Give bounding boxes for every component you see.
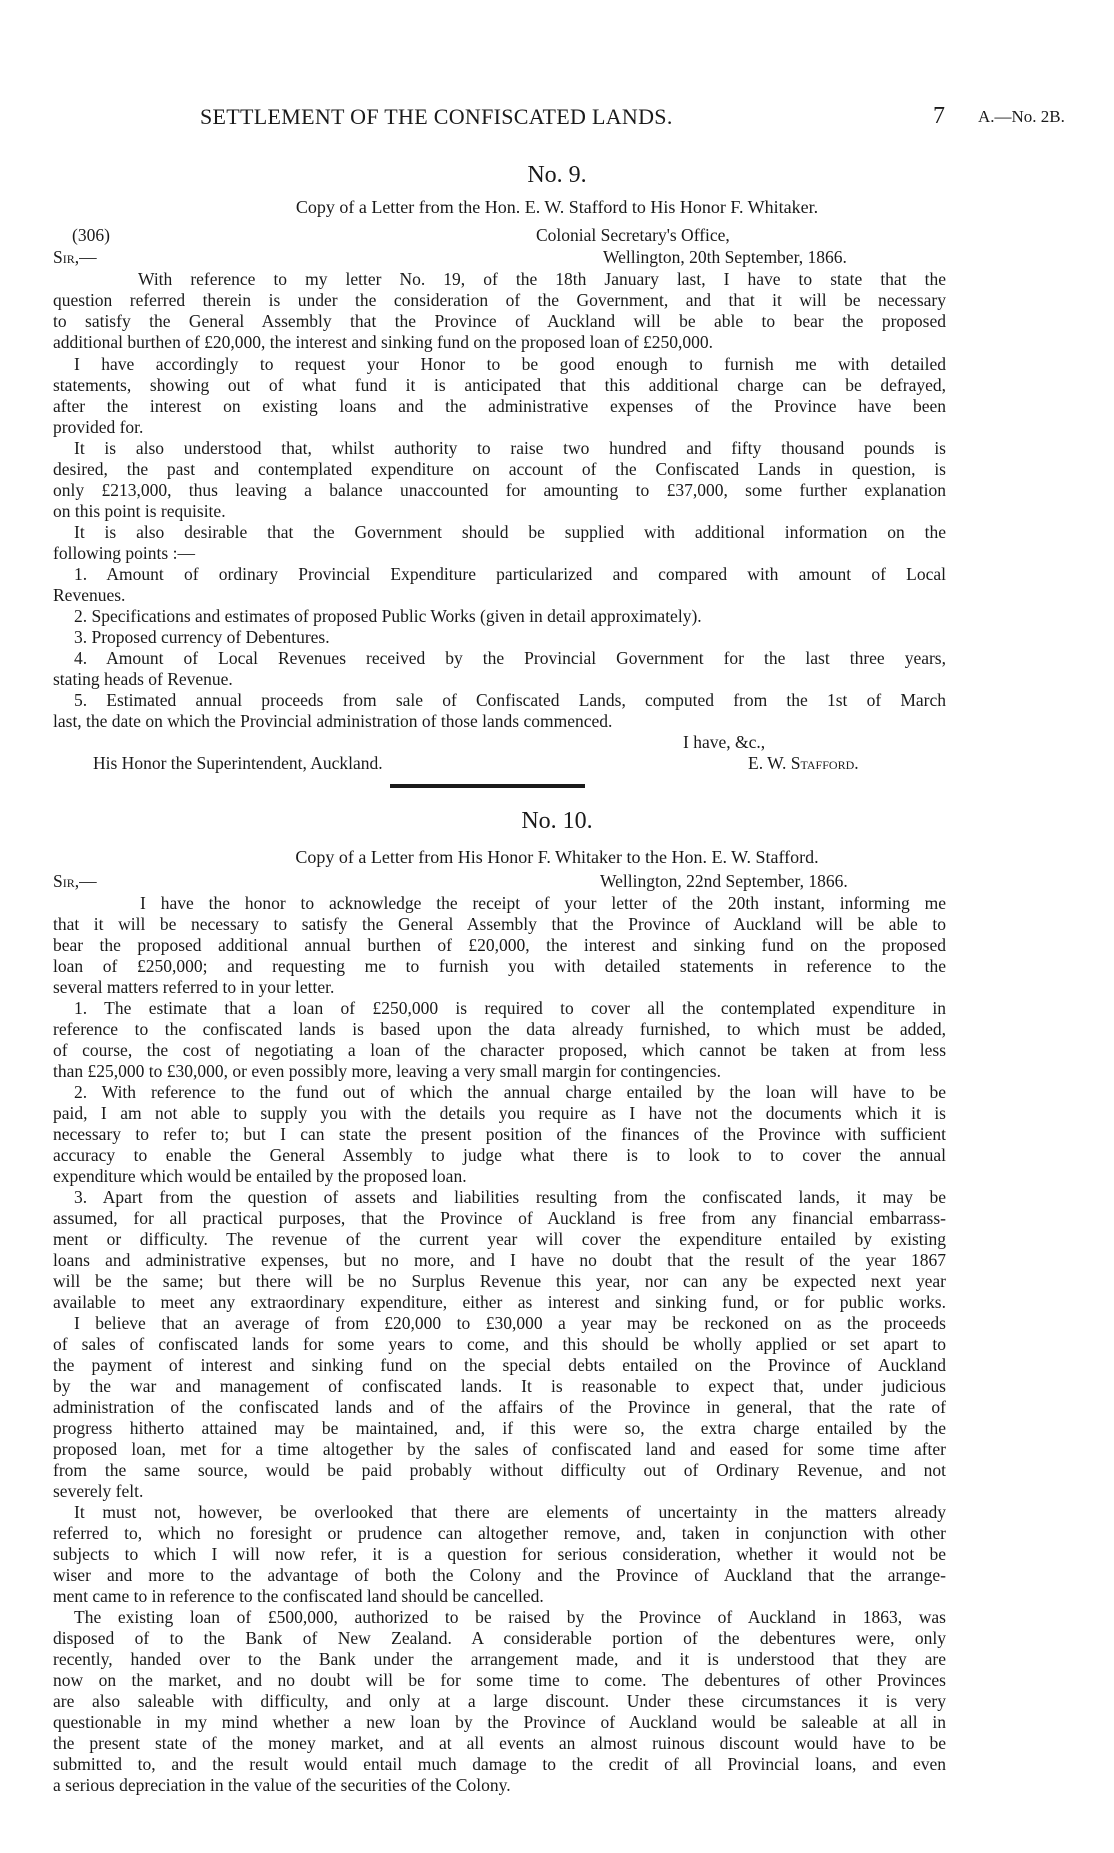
letter-10-line: ment or difficulty. The revenue of the current year will cover the expenditure entailed by existing [53, 1229, 946, 1249]
letter-9-line: to satisfy the General Assembly that the Province of Auckland will be able to bear the proposed [53, 311, 946, 331]
letter-9-line: 2. Specifications and estimates of proposed Public Works (given in detail approximately). [74, 606, 702, 626]
letter-10-line: subjects to which I will now refer, it is a question for serious consideration, whether it would not be [53, 1544, 946, 1564]
letter-10-line: expenditure which would be entailed by the proposed loan. [53, 1166, 467, 1186]
letter-10-line: ment came to in reference to the confiscated land should be cancelled. [53, 1586, 544, 1606]
letter-9-line: question referred therein is under the consideration of the Government, and that it will be necessary [53, 290, 946, 310]
letter-9-line: last, the date on which the Provincial administration of those lands commenced. [53, 711, 613, 731]
letter-10-caption: Copy of a Letter from His Honor F. Whitaker to the Hon. E. W. Stafford. [295, 847, 819, 867]
letter-10-line: are also saleable with difficulty, and only at a large discount. Under these circumstances it is very [53, 1691, 946, 1711]
letter-10-line: assumed, for all practical purposes, that the Province of Auckland is free from any financial embarrass- [53, 1208, 946, 1228]
letter-10-line: 2. With reference to the fund out of which the annual charge entailed by the loan will have to be [74, 1082, 946, 1102]
letter-9-line: 4. Amount of Local Revenues received by the Provincial Government for the last three years, [74, 648, 946, 668]
letter-9-line: Revenues. [53, 585, 126, 605]
letter-9-line: provided for. [53, 417, 144, 437]
letter-9-line: additional burthen of £20,000, the interest and sinking fund on the proposed loan of £250,000. [53, 332, 714, 352]
letter-10-line: submitted to, and the result would entail much damage to the credit of all Provincial loans, and even [53, 1754, 946, 1774]
letter-10-line: the present state of the money market, and at all events an almost ruinous discount would have to be [53, 1733, 946, 1753]
running-header [0, 104, 1114, 134]
letter-9-line: It is also understood that, whilst authority to raise two hundred and fifty thousand pounds is [74, 438, 946, 458]
letter-10-line: necessary to refer to; but I can state the present position of the finances of the Province with sufficient [53, 1124, 946, 1144]
letter-9-line: statements, showing out of what fund it is anticipated that this additional charge can be defrayed, [53, 375, 946, 395]
section-divider [390, 784, 585, 788]
letter-10-line: of course, the cost of negotiating a loan of the character proposed, which cannot be taken at from less [53, 1040, 946, 1060]
letter-10-line: questionable in my mind whether a new loan by the Province of Auckland would be saleable at all in [53, 1712, 946, 1732]
letter-10-line: bear the proposed additional annual burthen of £20,000, the interest and sinking fund on the proposed [53, 935, 946, 955]
letter-10-line: accuracy to enable the General Assembly to judge what there is to look to to cover the annual [53, 1145, 946, 1165]
letter-9-office: Colonial Secretary's Office, [536, 225, 730, 245]
running-title: SETTLEMENT OF THE CONFISCATED LANDS. [200, 104, 673, 129]
letter-10-line: It must not, however, be overlooked that there are elements of uncertainty in the matters already [74, 1502, 946, 1522]
letter-9-line: following points :— [53, 543, 195, 563]
letter-10-line: by the war and management of confiscated lands. It is reasonable to expect that, under judicious [53, 1376, 946, 1396]
letter-10-line: severely felt. [53, 1481, 144, 1501]
letter-9-closing: I have, &c., [683, 732, 766, 752]
letter-10-line: a serious depreciation in the value of the securities of the Colony. [53, 1775, 511, 1795]
letter-9-line: I have accordingly to request your Honor to be good enough to furnish me with detailed [74, 354, 946, 374]
letter-10-line: of sales of confiscated lands for some years to come, and this should be wholly applied or set apart to [53, 1334, 946, 1354]
letter-10-line: I have the honor to acknowledge the receipt of your letter of the 20th instant, informing me [140, 893, 946, 913]
letter-9-caption: Copy of a Letter from the Hon. E. W. Stafford to His Honor F. Whitaker. [295, 197, 819, 217]
letter-9-line: after the interest on existing loans and the administrative expenses of the Province have been [53, 396, 946, 416]
letter-9-serial: (306) [72, 225, 110, 245]
letter-10-line: The existing loan of £500,000, authorized to be raised by the Province of Auckland in 1863, was [74, 1607, 946, 1627]
letter-10-line: paid, I am not able to supply you with the details you require as I have not the documents which it is [53, 1103, 946, 1123]
letter-10-line: recently, handed over to the Bank under the arrangement made, and it is understood that they are [53, 1649, 946, 1669]
letter-10-line: now on the market, and no doubt will be for some time to come. The debentures of other Provinces [53, 1670, 946, 1690]
letter-10-line: than £25,000 to £30,000, or even possibly more, leaving a very small margin for contingencies. [53, 1061, 721, 1081]
letter-10-line: loan of £250,000; and requesting me to furnish you with detailed statements in reference to the [53, 956, 946, 976]
letter-10-line: available to meet any extraordinary expenditure, either as interest and sinking fund, or for public works. [53, 1292, 946, 1312]
letter-9-salutation: Sir,— [53, 247, 97, 267]
letter-10-line: proposed loan, met for a time altogether by the sales of confiscated land and eased for some time after [53, 1439, 946, 1459]
letter-10-line: administration of the confiscated lands and of the affairs of the Province in general, that the rate of [53, 1397, 946, 1417]
letter-10-place-date: Wellington, 22nd September, 1866. [600, 871, 848, 891]
letter-9-addressee: His Honor the Superintendent, Auckland. [93, 753, 383, 773]
letter-10-line: 3. Apart from the question of assets and liabilities resulting from the confiscated lands, it may be [74, 1187, 946, 1207]
letter-9-line: desired, the past and contemplated expenditure on account of the Confiscated Lands in question, is [53, 459, 946, 479]
letter-9-line: only £213,000, thus leaving a balance unaccounted for amounting to £37,000, some further explanation [53, 480, 946, 500]
letter-10-line: progress hitherto attained may be maintained, and, if this were so, the extra charge entailed by the [53, 1418, 946, 1438]
letter-9-number: No. 9. [527, 162, 587, 188]
letter-10-line: disposed of to the Bank of New Zealand. A considerable portion of the debentures were, only [53, 1628, 946, 1648]
letter-10-line: I believe that an average of from £20,000 to £30,000 a year may be reckoned on as the proceeds [74, 1313, 946, 1333]
letter-9-line: 3. Proposed currency of Debentures. [74, 627, 330, 647]
letter-9-signature: E. W. Stafford. [748, 753, 859, 773]
document-reference: A.—No. 2B. [978, 107, 1065, 126]
letter-9-line: It is also desirable that the Government should be supplied with additional information on the [74, 522, 946, 542]
letter-9-line: 5. Estimated annual proceeds from sale of Confiscated Lands, computed from the 1st of March [74, 690, 946, 710]
letter-10-line: several matters referred to in your letter. [53, 977, 335, 997]
letter-10-line: that it will be necessary to satisfy the General Assembly that the Province of Auckland will be able to [53, 914, 946, 934]
letter-10-number: No. 10. [521, 808, 593, 834]
letter-9-line: 1. Amount of ordinary Provincial Expenditure particularized and compared with amount of Local [74, 564, 946, 584]
page-number: 7 [933, 103, 945, 129]
letter-10-line: reference to the confiscated lands is based upon the data already furnished, to which must be added, [53, 1019, 946, 1039]
letter-9-line: With reference to my letter No. 19, of the 18th January last, I have to state that the [138, 269, 946, 289]
letter-10-line: 1. The estimate that a loan of £250,000 is required to cover all the contemplated expenditure in [74, 998, 946, 1018]
letter-10-line: from the same source, would be paid probably without difficulty out of Ordinary Revenue, and not [53, 1460, 946, 1480]
letter-10-line: will be the same; but there will be no Surplus Revenue this year, nor can any be expected next year [53, 1271, 946, 1291]
letter-10-line: referred to, which no foresight or prudence can altogether remove, and, taken in conjunction with other [53, 1523, 946, 1543]
letter-10-line: the payment of interest and sinking fund on the special debts entailed on the Province of Auckland [53, 1355, 946, 1375]
letter-10-salutation: Sir,— [53, 871, 97, 891]
letter-9-line: on this point is requisite. [53, 501, 226, 521]
letter-9-line: stating heads of Revenue. [53, 669, 233, 689]
letter-10-line: wiser and more to the advantage of both the Colony and the Province of Auckland that the arrange- [53, 1565, 946, 1585]
letter-10-line: loans and administrative expenses, but no more, and I have no doubt that the result of the year 1867 [53, 1250, 946, 1270]
letter-9-place-date: Wellington, 20th September, 1866. [603, 247, 847, 267]
